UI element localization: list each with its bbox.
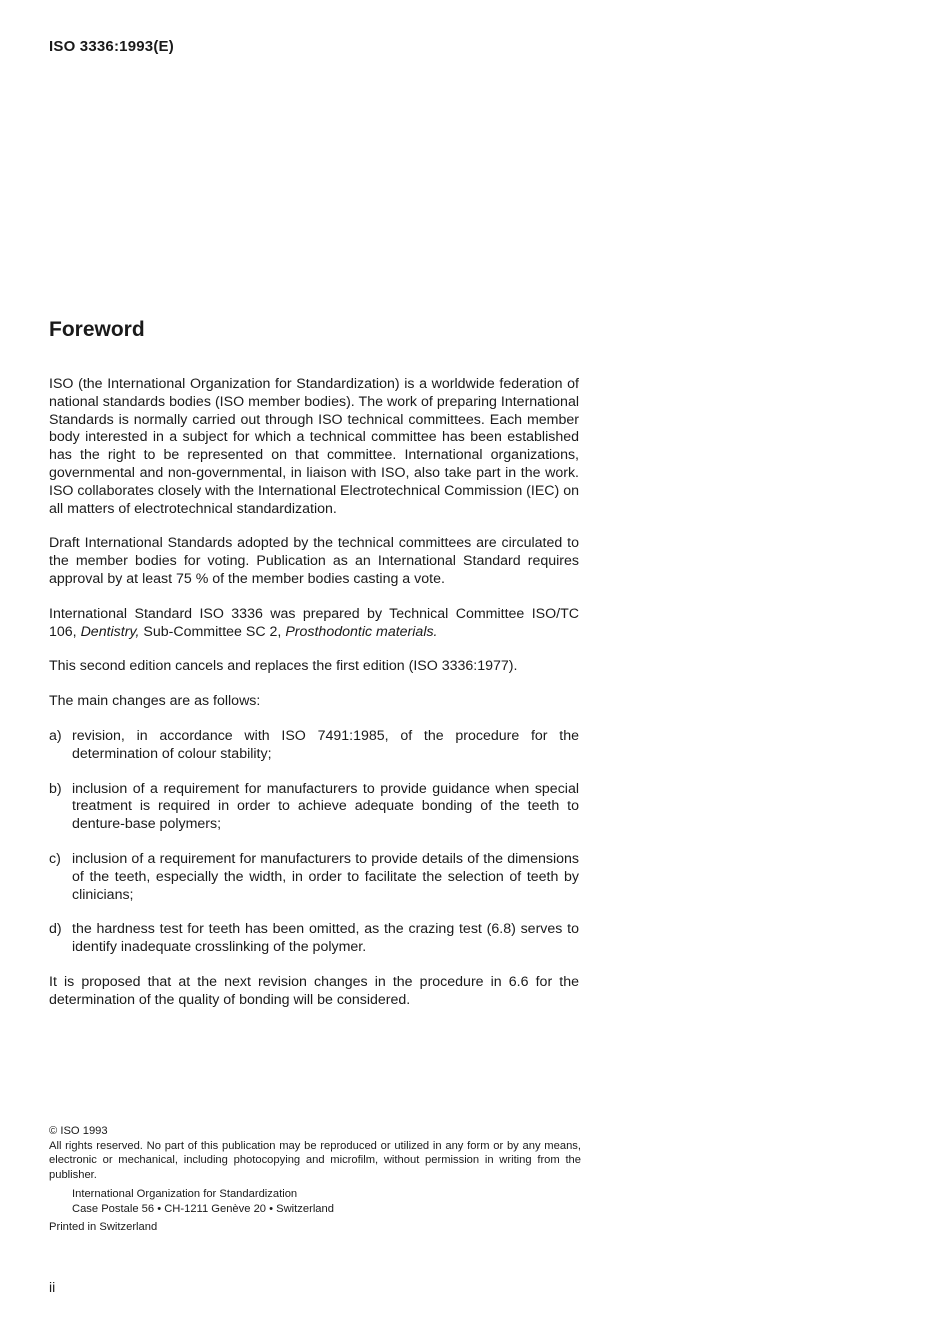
list-item <box>49 728 579 764</box>
page-number: ii <box>49 1279 56 1295</box>
list-marker: d) <box>49 921 62 938</box>
org-name: International Organization for Standardization <box>72 1188 298 1200</box>
paragraph-edition: This second edition cancels and replaces the first edition (ISO 3336:1977). <box>49 658 518 675</box>
list-item-text: inclusion of a requirement for manufacturers to provide guidance when special treatment is required in order to achieve adequate bonding of the teeth to denture-base polymers; <box>72 780 579 833</box>
publisher-address <box>49 1187 581 1216</box>
list-item-text: inclusion of a requirement for manufacturers to provide details of the dimensions of the teeth, especially the width, in order to facilitate the selection of teeth by clinicians; <box>72 850 579 903</box>
list-item <box>49 921 579 957</box>
paragraph-preparation <box>49 606 579 642</box>
paragraph-iso-description: ISO (the International Organization for Standardization) is a worldwide federation of national standards bodies (ISO member bodies). The work of preparing International Standards is normally carried out through ISO technical committees. Each member body interested in a subject for which a technical committee has been established has the right to be represented on that committee. International organizations, governmental and non-governmental, in liaison with ISO, also take part in the work. ISO collaborates closely with the International Electrotechnical Commission (IEC) on all matters of electrotechnical standardization. <box>49 376 579 517</box>
list-marker: c) <box>49 850 61 867</box>
paragraph-changes-intro: The main changes are as follows: <box>49 693 261 710</box>
list-item-text: the hardness test for teeth has been omitted, as the crazing test (6.8) serves to identify inadequate crosslinking of the polymer. <box>72 921 579 956</box>
preparation-text-1: International Standard ISO 3336 was prepared by Technical Committee ISO/TC 106, <box>49 605 579 640</box>
subcommittee-name: Prosthodontic materials. <box>285 623 438 640</box>
changes-list <box>49 728 579 957</box>
org-address: Case Postale 56 • CH-1211 Genève 20 • Switzerland <box>72 1202 334 1215</box>
list-item-text: revision, in accordance with ISO 7491:1985, of the procedure for the determination of colour stability; <box>72 727 579 762</box>
printed-in: Printed in Switzerland <box>49 1221 158 1233</box>
paragraph-proposal: It is proposed that at the next revision changes in the procedure in 6.6 for the determination of the quality of bonding will be considered. <box>49 973 579 1008</box>
preparation-text-2: Sub-Committee SC 2, <box>139 623 286 640</box>
committee-name: Dentistry, <box>80 623 140 640</box>
rights-statement: All rights reserved. No part of this publication may be reproduced or utilized in any form or by any means, electronic or mechanical, including photocopying and microfilm, without permission in writing from the publisher. <box>49 1139 581 1181</box>
copyright-line: © ISO 1993 <box>49 1125 108 1137</box>
foreword-section <box>49 318 579 1027</box>
list-item <box>49 851 579 904</box>
section-title: Foreword <box>49 318 145 341</box>
document-id: ISO 3336:1993(E) <box>49 38 174 55</box>
copyright-notice <box>49 1124 581 1235</box>
list-item <box>49 781 579 834</box>
list-marker: b) <box>49 780 62 797</box>
list-marker: a) <box>49 727 62 744</box>
paragraph-draft-standards: Draft International Standards adopted by the technical committees are circulated to the member bodies for voting. Publication as an International Standard requires approval by at least 75 % of the member bodies casting a vote. <box>49 535 579 587</box>
